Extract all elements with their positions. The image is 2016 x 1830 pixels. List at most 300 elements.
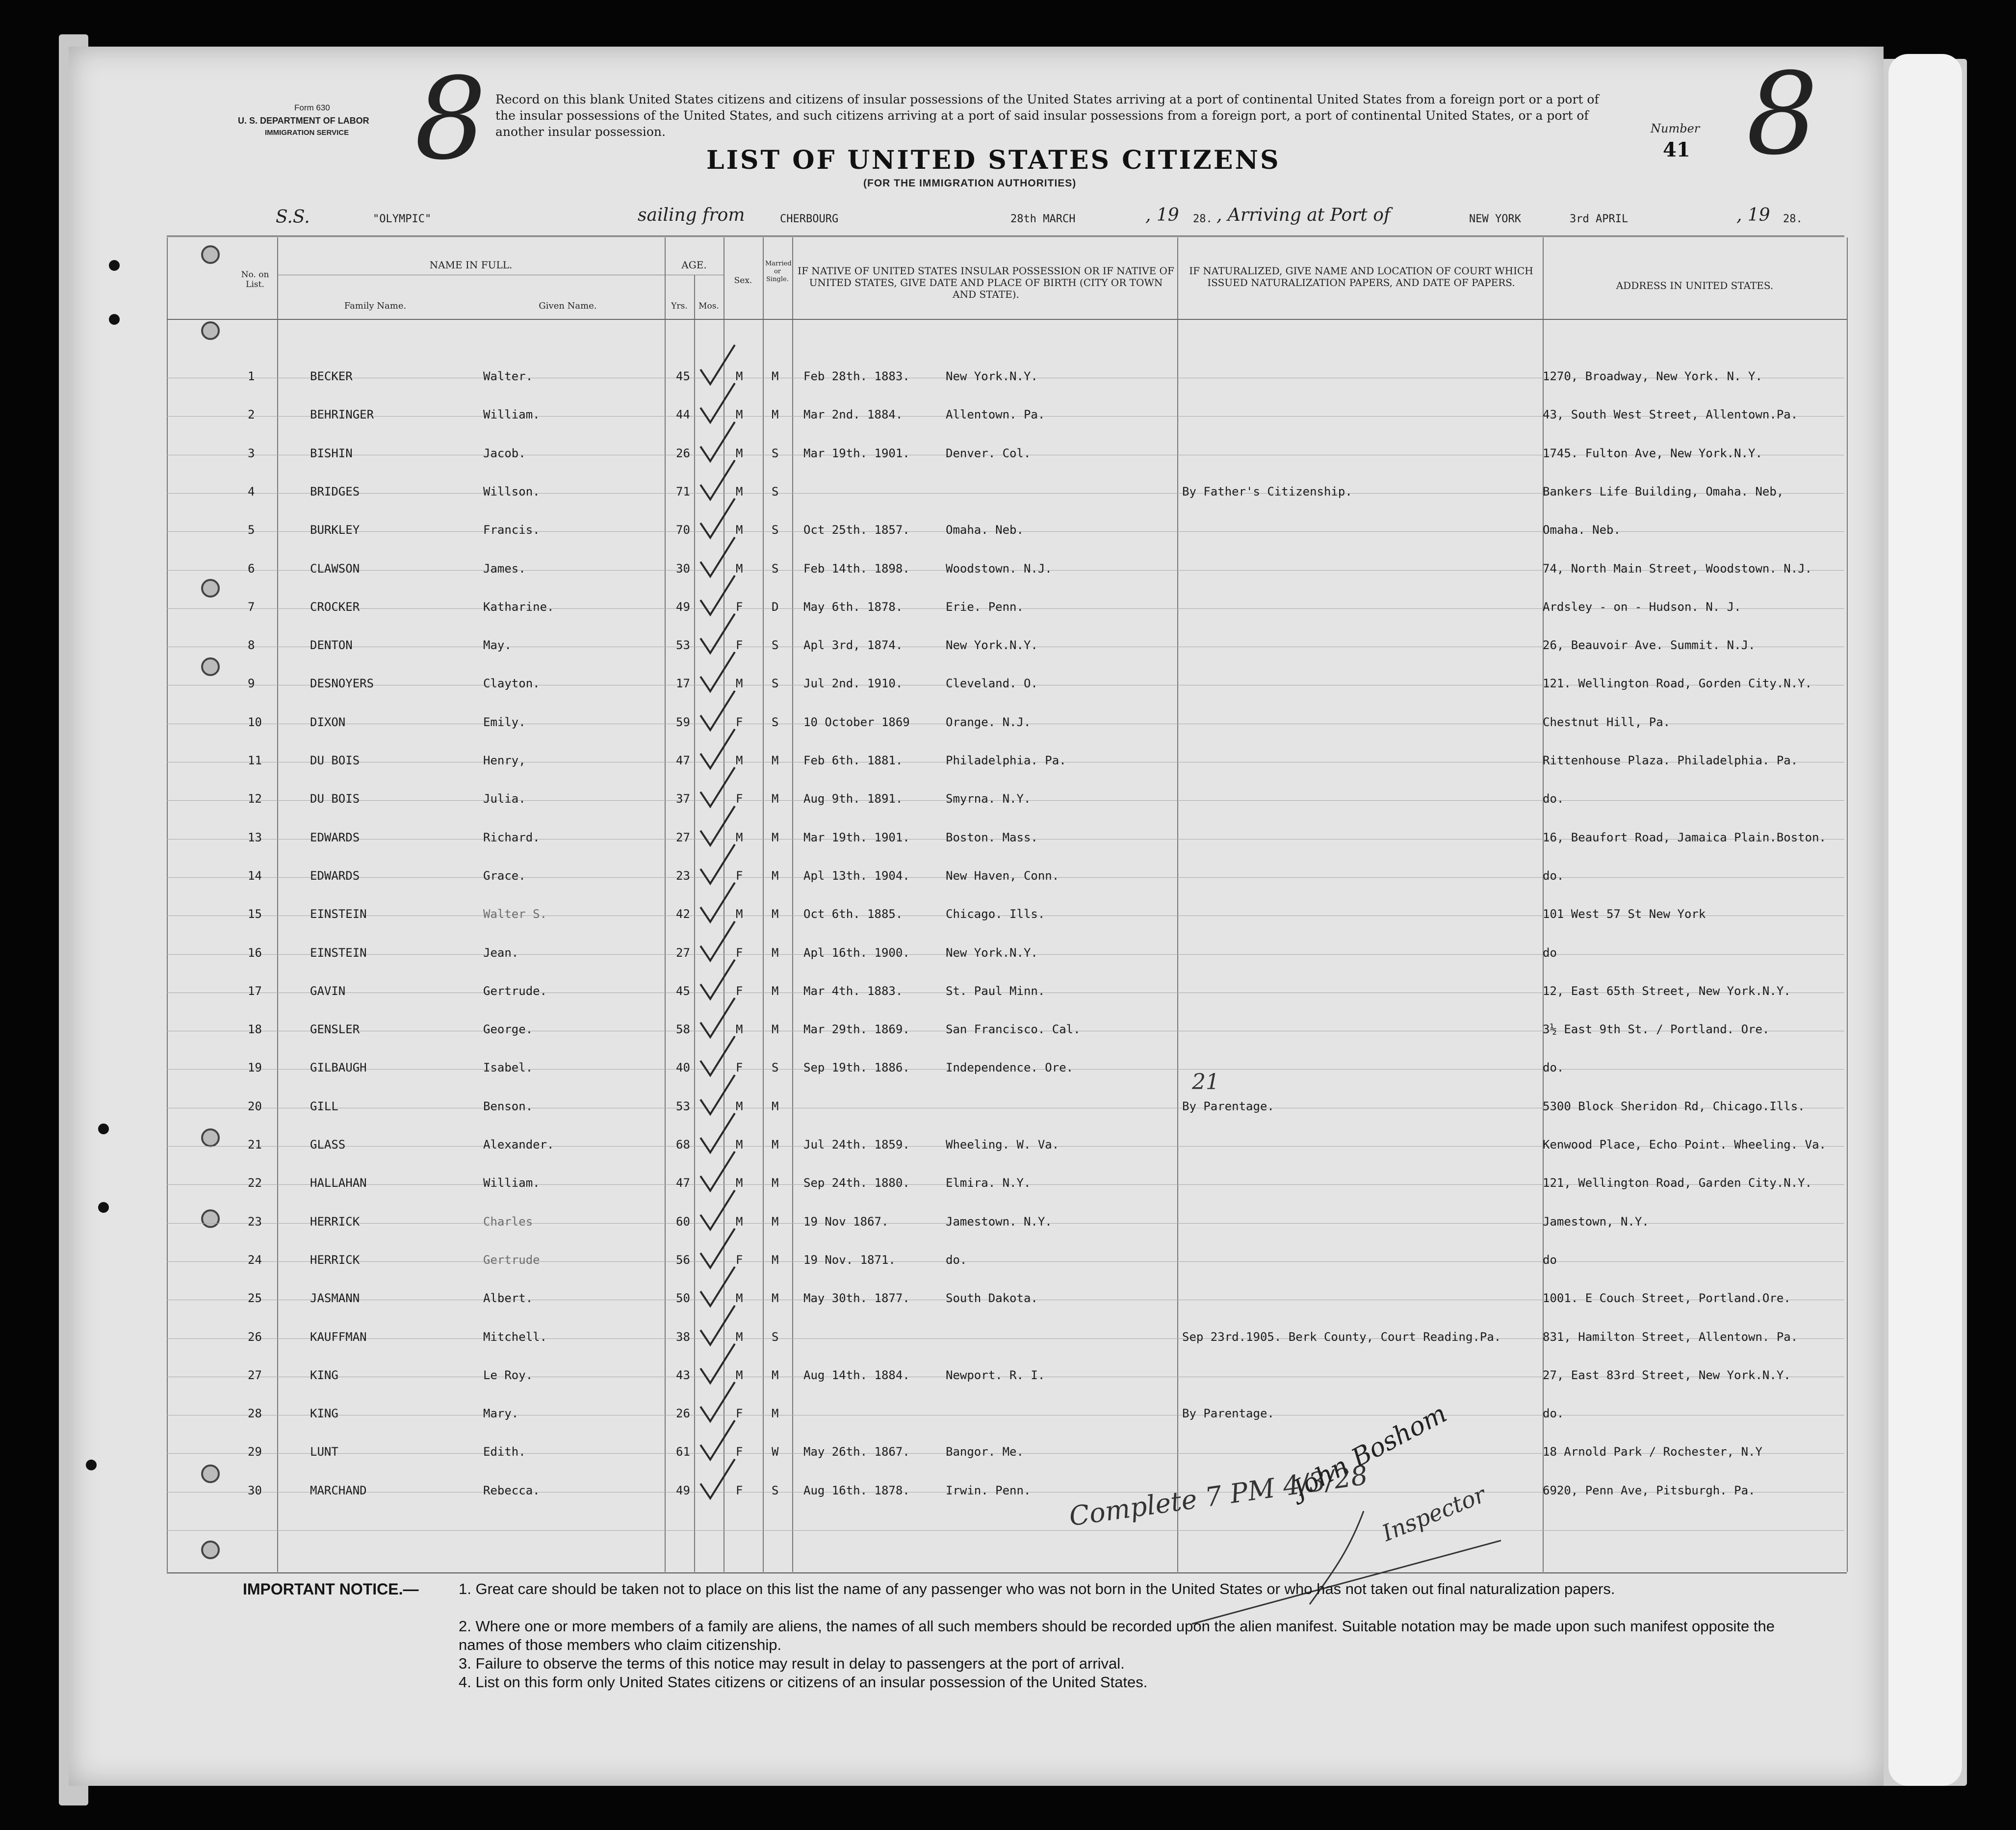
family-name: CLAWSON (310, 561, 360, 575)
table-row (0, 895, 1913, 933)
birth-date: Feb 6th. 1881. (803, 754, 903, 767)
given-name: May. (483, 638, 512, 653)
row-number: 28 (248, 1407, 262, 1421)
birth-date: Mar 19th. 1901. (803, 446, 910, 460)
table-row (0, 1279, 1913, 1317)
table-row (0, 588, 1913, 626)
sailing-label: sailing from (638, 205, 745, 225)
year-prefix-1: , 19 (1145, 205, 1179, 225)
birth-date: Aug 9th. 1891. (803, 792, 903, 806)
given-name: Mary. (483, 1407, 519, 1421)
check-mark-icon (696, 688, 740, 732)
sex: F (736, 1483, 743, 1497)
table-row (0, 395, 1913, 434)
age-years: 26 (676, 1407, 690, 1421)
birth-place: Smyrna. N.Y. (946, 792, 1031, 806)
given-name: Henry, (483, 754, 526, 767)
table-row (0, 1241, 1913, 1279)
row-number: 25 (248, 1291, 262, 1306)
marital-status: S (772, 677, 779, 691)
marital-status: M (772, 830, 779, 844)
birth-place: New York.N.Y. (946, 369, 1038, 383)
check-mark-icon (696, 765, 740, 809)
family-name: GENSLER (310, 1022, 360, 1037)
sex: M (736, 1214, 743, 1229)
birth-date: Apl 13th. 1904. (803, 868, 910, 883)
check-mark-icon (696, 496, 740, 540)
row-number: 19 (248, 1061, 262, 1075)
address: 121. Wellington Road, Gorden City.N.Y. (1543, 677, 1812, 691)
given-name: Walter. (483, 369, 533, 383)
birth-place: Bangor. Me. (946, 1445, 1024, 1459)
sex: F (736, 1445, 743, 1459)
sex: M (736, 1176, 743, 1190)
family-name: DENTON (310, 638, 353, 653)
grommet (201, 1541, 220, 1559)
given-name: Charles (483, 1214, 533, 1229)
check-mark-icon (696, 995, 740, 1040)
check-mark-icon (696, 1226, 740, 1270)
family-name: DU BOIS (310, 754, 360, 767)
address: 12, East 65th Street, New York.N.Y. (1543, 984, 1791, 998)
age-years: 40 (676, 1061, 690, 1075)
marital-status: S (772, 446, 779, 460)
given-name: Rebecca. (483, 1483, 540, 1497)
year-prefix-2: , 19 (1736, 205, 1770, 225)
notice-heading: IMPORTANT NOTICE.— (243, 1580, 419, 1598)
address: Bankers Life Building, Omaha. Neb, (1543, 484, 1784, 498)
family-name: DIXON (310, 715, 346, 729)
row-number: 24 (248, 1253, 262, 1267)
row-number: 6 (248, 561, 255, 575)
given-name: Alexander. (483, 1138, 554, 1151)
check-mark-icon (696, 1341, 740, 1386)
grommet (201, 321, 220, 340)
marital-status: M (772, 1291, 779, 1306)
age-years: 27 (676, 830, 690, 844)
inspector-signature: John Boshom (1288, 1399, 1452, 1505)
check-mark-icon (696, 1303, 740, 1347)
grommet (201, 245, 220, 264)
marital-status: M (772, 1253, 779, 1267)
voyage-underline (167, 235, 1844, 237)
family-name: JASMANN (310, 1291, 360, 1306)
age-years: 45 (676, 984, 690, 998)
sex: M (736, 446, 743, 460)
family-name: LUNT (310, 1445, 338, 1459)
given-name: Mitchell. (483, 1330, 547, 1344)
table-row (0, 818, 1913, 857)
address: 101 West 57 St New York (1543, 907, 1706, 921)
age-years: 53 (676, 638, 690, 653)
age-years: 17 (676, 677, 690, 691)
naturalization: By Father's Citizenship. (1182, 484, 1352, 498)
family-name: EINSTEIN (310, 945, 367, 960)
family-name: GILL (310, 1099, 338, 1113)
address: do (1543, 1253, 1557, 1267)
arrival-year: 28. (1783, 213, 1803, 225)
sex: M (736, 1099, 743, 1113)
marital-status: S (772, 638, 779, 653)
table-row (0, 1087, 1913, 1125)
margin-number: 21 (1192, 1070, 1219, 1095)
birth-place: Chicago. Ills. (946, 907, 1045, 921)
instruction-text: Record on this blank United States citizens and citizens of insular possessions of the United States arriving at a port of continental United States from a foreign port or a port of the insular possessions of the United States, and such citizens arriving at a port of said insular possessions from a foreign port, a port of continental United States, or a port of another insular possession. (495, 92, 1599, 139)
family-name: GLASS (310, 1138, 346, 1151)
check-mark-icon (696, 1188, 740, 1232)
birth-date: Feb 14th. 1898. (803, 561, 910, 575)
table-row (0, 1471, 1913, 1510)
sex: M (736, 1291, 743, 1306)
given-name: William. (483, 408, 540, 422)
marital-status: S (772, 561, 779, 575)
page-title: LIST OF UNITED STATES CITIZENS (706, 145, 1281, 175)
given-name: Jacob. (483, 446, 526, 460)
age-years: 42 (676, 907, 690, 921)
page-subtitle: (FOR THE IMMIGRATION AUTHORITIES) (863, 178, 1077, 189)
birth-place: Boston. Mass. (946, 830, 1038, 844)
address: 16, Beaufort Road, Jamaica Plain.Boston. (1543, 830, 1826, 844)
sex: M (736, 1138, 743, 1151)
check-mark-icon (696, 919, 740, 963)
check-mark-icon (696, 1264, 740, 1308)
naturalization: Sep 23rd.1905. Berk County, Court Reading.Pa. (1182, 1330, 1501, 1344)
table-row (0, 780, 1913, 818)
table-row (0, 703, 1913, 741)
address: 43, South West Street, Allentown.Pa. (1543, 408, 1798, 422)
age-years: 45 (676, 369, 690, 383)
age-years: 43 (676, 1368, 690, 1382)
table-row (0, 972, 1913, 1010)
family-name: HERRICK (310, 1253, 360, 1267)
given-name: Julia. (483, 792, 526, 806)
table-row (0, 1318, 1913, 1356)
marital-status: M (772, 1099, 779, 1113)
row-rule (167, 1530, 1844, 1531)
naturalization: By Parentage. (1182, 1407, 1274, 1421)
family-name: DU BOIS (310, 792, 360, 806)
department: U. S. DEPARTMENT OF LABOR (238, 116, 369, 126)
birth-place: Allentown. Pa. (946, 408, 1045, 422)
sex: M (736, 1330, 743, 1344)
family-name: EDWARDS (310, 830, 360, 844)
row-number: 17 (248, 984, 262, 998)
check-mark-icon (696, 957, 740, 1001)
header-yrs: Yrs. (671, 301, 688, 311)
table-row (0, 1125, 1913, 1164)
birth-place: Irwin. Penn. (946, 1483, 1031, 1497)
check-mark-icon (696, 535, 740, 579)
birth-date: Oct 6th. 1885. (803, 907, 903, 921)
given-name: Gertrude. (483, 984, 547, 998)
row-number: 22 (248, 1176, 262, 1190)
address: 18 Arnold Park / Rochester, N.Y (1543, 1445, 1762, 1459)
marital-status: S (772, 1061, 779, 1075)
completion-note: Complete 7 PM 4/3/28 (1067, 1459, 1370, 1532)
sex: F (736, 638, 743, 653)
address: do (1543, 945, 1557, 960)
age-years: 59 (676, 715, 690, 729)
check-mark-icon (696, 1380, 740, 1424)
family-name: BECKER (310, 369, 353, 383)
row-number: 2 (248, 408, 255, 422)
table-bottom-rule (167, 1572, 1847, 1573)
header-naturalized: IF NATURALIZED, GIVE NAME AND LOCATION OF COURT WHICH ISSUED NATURALIZATION PAPERS, AND DATE OF PAPERS. (1189, 265, 1533, 288)
address: 74, North Main Street, Woodstown. N.J. (1543, 561, 1812, 575)
birth-place: New York.N.Y. (946, 945, 1038, 960)
sex: M (736, 484, 743, 498)
ss-label: S.S. (276, 207, 310, 227)
address: do. (1543, 1407, 1564, 1421)
family-name: GAVIN (310, 984, 346, 998)
check-mark-icon (696, 804, 740, 848)
check-mark-icon (696, 1111, 740, 1155)
age-years: 47 (676, 754, 690, 767)
sex: M (736, 523, 743, 537)
marital-status: M (772, 369, 779, 383)
address: 5300 Block Sheridon Rd, Chicago.Ills. (1543, 1099, 1805, 1113)
marital-status: M (772, 868, 779, 883)
address: Chestnut Hill, Pa. (1543, 715, 1671, 729)
family-name: BEHRINGER (310, 408, 374, 422)
form-number: Form 630 (294, 103, 330, 112)
age-years: 49 (676, 1483, 690, 1497)
table-row (0, 434, 1913, 472)
given-name: Francis. (483, 523, 540, 537)
notice-item-1: 1. Great care should be taken not to place on this list the name of any passenger who was not born in the United States or who has not taken out final naturalization papers. (459, 1580, 1615, 1597)
marital-status: S (772, 523, 779, 537)
table-row (0, 1433, 1913, 1471)
age-years: 50 (676, 1291, 690, 1306)
given-name: Richard. (483, 830, 540, 844)
birth-place: Independence. Ore. (946, 1061, 1074, 1075)
age-years: 70 (676, 523, 690, 537)
given-name: Emily. (483, 715, 526, 729)
notice-item-2: 2. Where one or more members of a family are aliens, the names of all such members should be recorded upon the alien manifest. Suitable notation may be made upon such manifest opposite the names of those members who claim citizenship. (459, 1618, 1775, 1653)
age-years: 68 (676, 1138, 690, 1151)
row-number: 1 (248, 369, 255, 383)
age-years: 60 (676, 1214, 690, 1229)
address: Jamestown, N.Y. (1543, 1214, 1649, 1229)
list-number: 41 (1663, 138, 1690, 161)
row-number: 9 (248, 677, 255, 691)
birth-place: Philadelphia. Pa. (946, 754, 1066, 767)
marital-status: S (772, 715, 779, 729)
number-label: Number (1651, 122, 1700, 135)
row-number: 12 (248, 792, 262, 806)
birth-date: Apl 16th. 1900. (803, 945, 910, 960)
sex: F (736, 868, 743, 883)
check-mark-icon (696, 458, 740, 502)
sex: M (736, 754, 743, 767)
handwritten-number-right: 8 (1746, 49, 1818, 180)
marital-status: M (772, 408, 779, 422)
family-name: KAUFFMAN (310, 1330, 367, 1344)
given-name: William. (483, 1176, 540, 1190)
address: 831, Hamilton Street, Allentown. Pa. (1543, 1330, 1798, 1344)
family-name: CROCKER (310, 600, 360, 614)
given-name: Albert. (483, 1291, 533, 1306)
table-row (0, 1203, 1913, 1241)
family-name: DESNOYERS (310, 677, 374, 691)
header-married: Married or Single. (765, 260, 792, 283)
birth-place: San Francisco. Cal. (946, 1022, 1081, 1037)
birth-date: Jul 2nd. 1910. (803, 677, 903, 691)
birth-date: Sep 19th. 1886. (803, 1061, 910, 1075)
family-name: BISHIN (310, 446, 353, 460)
age-years: 27 (676, 945, 690, 960)
birth-date: May 6th. 1878. (803, 600, 903, 614)
row-number: 21 (248, 1138, 262, 1151)
check-mark-icon (696, 611, 740, 655)
address: 1001. E Couch Street, Portland.Ore. (1543, 1291, 1791, 1306)
notice-item-3: 3. Failure to observe the terms of this notice may result in delay to passengers at the port of arrival. (459, 1655, 1125, 1672)
header-sex: Sex. (734, 276, 752, 286)
given-name: George. (483, 1022, 533, 1037)
address: do. (1543, 792, 1564, 806)
marital-status: M (772, 1368, 779, 1382)
row-number: 10 (248, 715, 262, 729)
birth-date: Oct 25th. 1857. (803, 523, 910, 537)
age-years: 49 (676, 600, 690, 614)
row-number: 11 (248, 754, 262, 767)
check-mark-icon (696, 727, 740, 771)
family-name: KING (310, 1368, 338, 1382)
sex: M (736, 408, 743, 422)
check-mark-icon (696, 842, 740, 886)
row-number: 30 (248, 1483, 262, 1497)
signature-flourish (1187, 1482, 1521, 1629)
birth-date: Sep 24th. 1880. (803, 1176, 910, 1190)
birth-place: Jamestown. N.Y. (946, 1214, 1052, 1229)
sex: M (736, 561, 743, 575)
header-no: No. on List. (241, 270, 269, 289)
marital-status: M (772, 1022, 779, 1037)
sex: M (736, 1022, 743, 1037)
table-row (0, 934, 1913, 972)
row-number: 7 (248, 600, 255, 614)
check-mark-icon (696, 1072, 740, 1117)
punch-hole (109, 314, 120, 325)
birth-date: 19 Nov 1867. (803, 1214, 889, 1229)
age-years: 71 (676, 484, 690, 498)
address: 1270, Broadway, New York. N. Y. (1543, 369, 1762, 383)
marital-status: M (772, 754, 779, 767)
family-name: BURKLEY (310, 523, 360, 537)
row-number: 4 (248, 484, 255, 498)
birth-place: St. Paul Minn. (946, 984, 1045, 998)
birth-date: 10 October 1869 (803, 715, 910, 729)
given-name: Walter S. (483, 907, 547, 921)
given-name: Edith. (483, 1445, 526, 1459)
check-mark-icon (696, 1149, 740, 1193)
check-mark-icon (696, 1418, 740, 1462)
given-name: Gertrude (483, 1253, 540, 1267)
address: do. (1543, 868, 1564, 883)
table-row (0, 549, 1913, 588)
row-number: 14 (248, 868, 262, 883)
birth-date: May 26th. 1867. (803, 1445, 910, 1459)
punch-hole (109, 260, 120, 271)
family-name: BRIDGES (310, 484, 360, 498)
check-mark-icon (696, 1034, 740, 1078)
given-name: Clayton. (483, 677, 540, 691)
birth-date: Jul 24th. 1859. (803, 1138, 910, 1151)
family-name: EDWARDS (310, 868, 360, 883)
check-mark-icon (696, 342, 740, 387)
birth-place: Cleveland. O. (946, 677, 1038, 691)
family-name: HALLAHAN (310, 1176, 367, 1190)
age-years: 38 (676, 1330, 690, 1344)
marital-status: M (772, 984, 779, 998)
birth-date: Mar 19th. 1901. (803, 830, 910, 844)
birth-place: New Haven, Conn. (946, 868, 1060, 883)
age-years: 61 (676, 1445, 690, 1459)
departure-port: CHERBOURG (780, 213, 839, 225)
age-years: 58 (676, 1022, 690, 1037)
birth-date: Aug 16th. 1878. (803, 1483, 910, 1497)
address: Ardsley - on - Hudson. N. J. (1543, 600, 1741, 614)
address: 3½ East 9th St. / Portland. Ore. (1543, 1022, 1770, 1037)
sex: F (736, 715, 743, 729)
given-name: Jean. (483, 945, 519, 960)
given-name: James. (483, 561, 526, 575)
birth-place: Newport. R. I. (946, 1368, 1045, 1382)
given-name: Katharine. (483, 600, 554, 614)
row-number: 13 (248, 830, 262, 844)
address: 1745. Fulton Ave, New York.N.Y. (1543, 446, 1762, 460)
marital-status: D (772, 600, 779, 614)
marital-status: M (772, 1138, 779, 1151)
age-years: 53 (676, 1099, 690, 1113)
header-age: AGE. (681, 259, 707, 271)
birth-place: Woodstown. N.J. (946, 561, 1052, 575)
header-address: ADDRESS IN UNITED STATES. (1616, 280, 1774, 291)
age-years: 26 (676, 446, 690, 460)
sex: F (736, 1407, 743, 1421)
address: Omaha. Neb. (1543, 523, 1621, 537)
sex: F (736, 1061, 743, 1075)
table-row (0, 1048, 1913, 1087)
arrival-date: 3rd APRIL (1570, 213, 1628, 225)
given-name: Isabel. (483, 1061, 533, 1075)
birth-place: Omaha. Neb. (946, 523, 1024, 537)
birth-place: Erie. Penn. (946, 600, 1024, 614)
sex: M (736, 369, 743, 383)
row-number: 15 (248, 907, 262, 921)
table-row (0, 857, 1913, 895)
sex: M (736, 830, 743, 844)
table-row (0, 664, 1913, 703)
header-given-name: Given Name. (539, 301, 597, 311)
age-years: 44 (676, 408, 690, 422)
table-row (0, 1394, 1913, 1433)
sex: M (736, 907, 743, 921)
birth-place: Wheeling. W. Va. (946, 1138, 1060, 1151)
birth-date: Mar 2nd. 1884. (803, 408, 903, 422)
arriving-label: , Arriving at Port of (1216, 205, 1391, 225)
address: 121, Wellington Road, Garden City.N.Y. (1543, 1176, 1812, 1190)
sail-year: 28. (1193, 213, 1213, 225)
check-mark-icon (696, 650, 740, 694)
row-number: 27 (248, 1368, 262, 1382)
table-row (0, 472, 1913, 511)
table-row (0, 1356, 1913, 1394)
marital-status: S (772, 484, 779, 498)
marital-status: M (772, 945, 779, 960)
table-row (0, 1164, 1913, 1202)
marital-status: M (772, 1214, 779, 1229)
